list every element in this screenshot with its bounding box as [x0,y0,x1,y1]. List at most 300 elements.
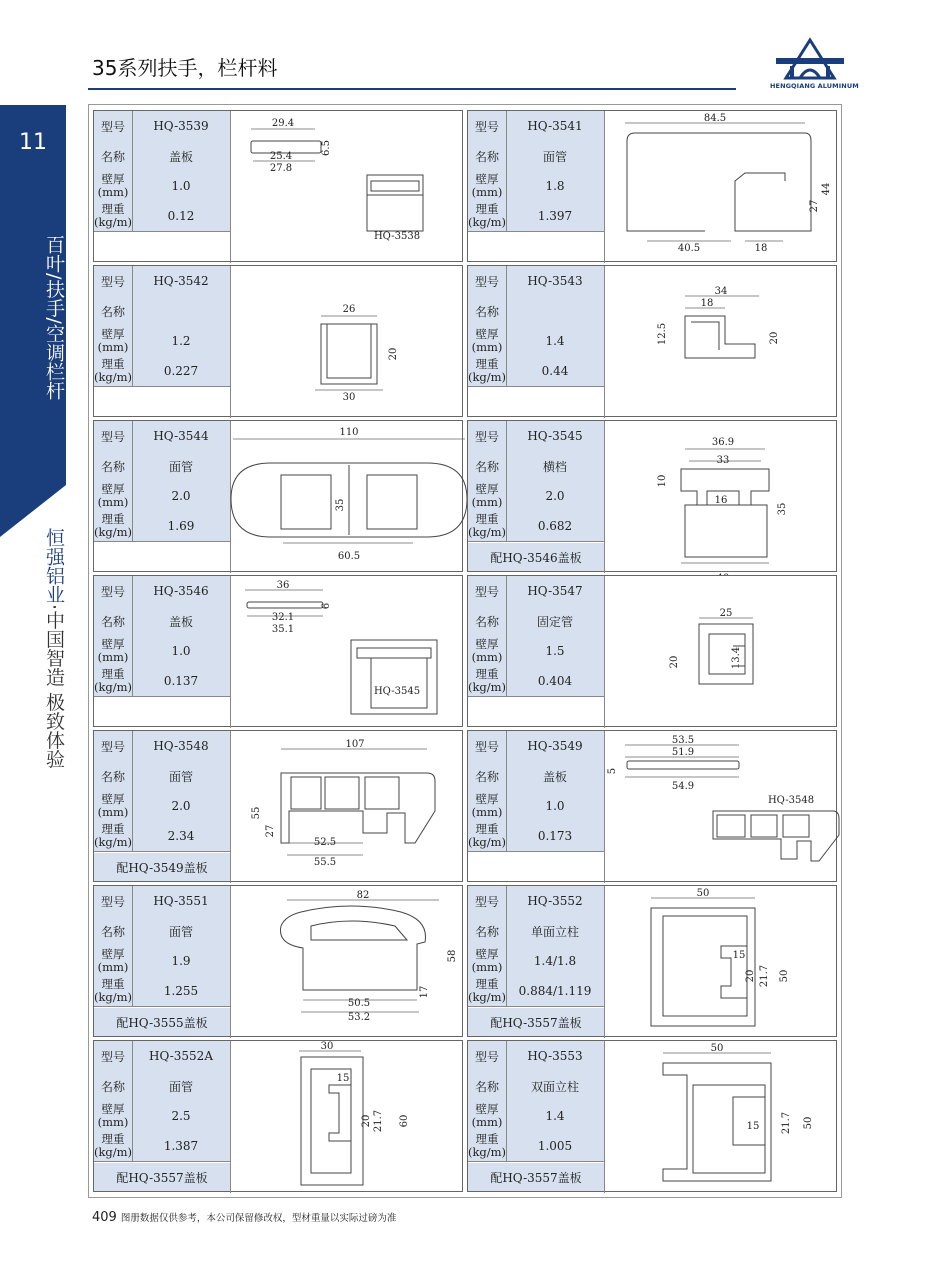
spec-label-text: (kg/m) [93,215,133,229]
spec-value: 1.4 [506,326,604,356]
spec-label [94,266,132,296]
row-divider [468,696,604,697]
spec-value: 1.005 [506,1131,604,1161]
dimension-label: 33 [716,455,730,466]
spec-label-text: (mm) [97,960,129,974]
spec-label-text: 理重 [475,512,499,526]
dimension-label: 84.5 [703,113,727,124]
spec-label-text: 壁厚 [101,792,125,806]
spec-label [94,576,132,606]
chapter-tab [0,105,66,537]
profile-outline [357,648,431,658]
dimension-label: 20 [745,969,756,983]
spec-label [468,266,506,296]
dimension-label: 30 [342,392,356,403]
spec-value: 1.2 [132,326,230,356]
spec-value: HQ-3553 [506,1041,604,1071]
spec-label [468,886,506,916]
spec-label [94,916,132,946]
spec-label [94,761,132,791]
profile-drawing [231,886,463,1036]
spec-label-text: 型号 [100,1049,125,1064]
profile-drawing [605,731,837,881]
profile-drawing [231,266,463,416]
spec-label-text: 型号 [474,119,499,134]
dimension-label: 20 [669,655,680,669]
product-panel [467,885,837,1037]
spec-label-text: (kg/m) [93,990,133,1004]
spec-value: 1.0 [132,171,230,201]
row-divider [94,1161,230,1162]
spec-value: 0.173 [506,821,604,851]
profile-drawing [605,421,837,571]
spec-label-text: (kg/m) [93,370,133,384]
dimension-label: 15 [746,1121,760,1132]
dimension-label: 36.9 [711,437,735,448]
spec-value: 2.0 [506,481,604,511]
spec-value: 面管 [132,916,230,946]
row-divider [94,851,230,852]
profile-outline [663,916,747,1016]
spec-value: HQ-3539 [132,111,230,141]
dimension-label: 25 [719,608,733,619]
dimension-label: 35 [335,498,346,512]
dimension-label: 53.2 [347,1012,371,1023]
spec-label-text: (mm) [471,960,503,974]
footer-note: 图册数据仅供参考，本公司保留修改权，型材重量以实际过磅为准 [120,1213,397,1224]
dimension-label: 15 [336,1073,350,1084]
profile-outline [301,1057,363,1185]
spec-value: 1.4/1.8 [506,946,604,976]
spec-value: 1.387 [132,1131,230,1161]
dimension-label: 50.5 [347,998,371,1009]
spec-label-text: 型号 [100,274,125,289]
dimension-label: 25.4 [269,151,293,162]
spec-value: 横档 [506,451,604,481]
spec-label-text: 壁厚 [101,327,125,341]
dimension-label: 50 [696,888,710,899]
spec-label [468,576,506,606]
column-divider [506,421,507,541]
dimension-label: 53.5 [671,735,695,746]
spec-value: 1.9 [132,946,230,976]
spec-label-text: 型号 [474,429,499,444]
spec-label-text: (kg/m) [467,370,507,384]
spec-label-text: (mm) [97,340,129,354]
spec-label-text: 理重 [475,822,499,836]
spec-label-text: (kg/m) [467,680,507,694]
company-logo [770,38,859,94]
spec-label [94,1101,132,1131]
product-panel [467,265,837,417]
column-divider [506,886,507,1006]
column-divider [132,1041,133,1161]
product-panel [93,265,463,417]
dimension-label: 20 [769,331,780,345]
spec-label-text: 壁厚 [475,482,499,496]
row-divider [468,851,604,852]
spec-value: 单面立柱 [506,916,604,946]
mating-part-note: 配HQ-3555盖板 [94,1008,230,1036]
spec-label-text: 理重 [101,512,125,526]
dimension-label: 18 [700,298,714,309]
spec-label [468,326,506,356]
spec-value: HQ-3548 [132,731,230,761]
spec-value: HQ-3545 [506,421,604,451]
dimension-label: 35 [777,502,788,516]
spec-label [94,111,132,141]
profile-outline [371,658,427,708]
profile-drawing [605,111,837,261]
spec-label-text: 名称 [100,304,125,319]
dimension-label: 55 [251,806,262,820]
spec-label [468,171,506,201]
spec-label-text: (kg/m) [467,215,507,229]
dimension-label: 54.9 [671,781,695,792]
product-panel [467,110,837,262]
dimension-label: 17 [419,985,430,999]
spec-value: 2.34 [132,821,230,851]
spec-value: 0.137 [132,666,230,696]
spec-value: 双面立柱 [506,1071,604,1101]
dimension-label: 60 [399,1114,410,1128]
profile-outline [713,811,839,861]
profile-outline [751,815,777,837]
spec-label-text: 名称 [100,614,125,629]
spec-value: 盖板 [506,761,604,791]
row-divider [94,696,230,697]
profile-outline [627,761,739,769]
profile-outline [365,777,399,809]
profile-outline [783,815,809,837]
spec-label-text: 理重 [475,1132,499,1146]
row-divider [94,386,230,387]
spec-label [94,171,132,201]
spec-value: 盖板 [132,141,230,171]
spec-label [468,296,506,326]
spec-label-text: 壁厚 [475,172,499,186]
column-divider [506,731,507,851]
spec-label-text: (mm) [97,495,129,509]
dimension-label: 16 [714,495,728,506]
spec-label-text: (mm) [471,650,503,664]
page-number: 409 [92,1210,117,1225]
dimension-label: 35.1 [271,624,295,635]
spec-value [506,296,604,326]
column-divider [506,111,507,231]
dimension-label: 27 [809,199,820,213]
spec-value: 1.69 [132,511,230,541]
row-divider [94,541,230,542]
dimension-label: 5 [607,767,618,775]
row-divider [468,231,604,232]
spec-label [468,421,506,451]
profile-outline [311,921,407,940]
dimension-label: 20 [388,347,399,361]
spec-value: 0.12 [132,201,230,231]
spec-label-text: 理重 [101,822,125,836]
spec-value: HQ-3547 [506,576,604,606]
spec-label [468,946,506,976]
mating-part-note: 配HQ-3557盖板 [468,1008,604,1036]
spec-label [468,821,506,851]
spec-label-text: 型号 [100,119,125,134]
spec-label [94,356,132,386]
spec-label-text: 名称 [100,769,125,784]
spec-label-text: 名称 [100,1079,125,1094]
spec-value: 面管 [132,761,230,791]
profile-outline [281,475,331,529]
spec-label-text: 型号 [100,894,125,909]
spec-label-text: 型号 [100,429,125,444]
page-footer [92,1210,396,1225]
spec-value: 1.397 [506,201,604,231]
spec-label-text: 型号 [474,739,499,754]
dimension-label: 29.4 [271,118,295,129]
spec-label [468,761,506,791]
spec-label-text: 名称 [100,149,125,164]
spec-label-text: 名称 [474,769,499,784]
product-panel [93,1040,463,1192]
dimension-label: 58 [447,949,458,963]
product-panel [467,575,837,727]
spec-value: HQ-3542 [132,266,230,296]
row-divider [94,1006,230,1007]
spec-label-text: 名称 [474,614,499,629]
profile-outline [367,175,423,231]
spec-label-text: 理重 [475,977,499,991]
spec-value [132,296,230,326]
spec-label-text: 理重 [101,357,125,371]
product-panel [93,420,463,572]
spec-label-text: 理重 [101,977,125,991]
spec-label-text: (mm) [97,650,129,664]
dimension-label: 18 [754,243,768,254]
spec-label [94,976,132,1006]
spec-label [468,451,506,481]
dimension-label: 34 [714,286,728,297]
spec-label [468,1131,506,1161]
spec-label-text: 名称 [474,304,499,319]
spec-value: 0.227 [132,356,230,386]
spec-label-text: 理重 [475,202,499,216]
profile-outline [685,505,767,557]
spec-value: 0.44 [506,356,604,386]
spec-label-text: 型号 [474,1049,499,1064]
spec-label-text: 理重 [475,357,499,371]
spec-label-text: (mm) [471,340,503,354]
brand-slogan [0,528,66,828]
spec-label [468,481,506,511]
profile-outline [321,324,377,384]
spec-value: 1.5 [506,636,604,666]
spec-label-text: 型号 [100,739,125,754]
mating-part-note: 配HQ-3557盖板 [94,1163,230,1191]
dimension-label: 6 [321,602,332,610]
spec-label-text: 壁厚 [101,172,125,186]
spec-label [94,201,132,231]
brand-tagline: 中国智造 极致体验 [43,610,65,769]
spec-value: 2.5 [132,1101,230,1131]
profile-outline [371,181,419,191]
spec-label-text: (kg/m) [93,1145,133,1159]
dimension-label: 44 [821,182,832,196]
spec-value: HQ-3543 [506,266,604,296]
product-panel [93,110,463,262]
spec-label [94,821,132,851]
spec-value: HQ-3552A [132,1041,230,1071]
profile-outline [281,773,435,843]
spec-value: 面管 [506,141,604,171]
column-divider [132,421,133,541]
spec-label-text: (mm) [97,805,129,819]
spec-label [94,451,132,481]
profile-outline [325,777,359,809]
spec-label [94,946,132,976]
spec-value: HQ-3551 [132,886,230,916]
spec-label-text: 名称 [474,149,499,164]
dimension-label: 50 [803,1116,814,1130]
dimension-label: 13.4 [731,646,742,670]
column-divider [132,576,133,696]
spec-label-text: 壁厚 [475,947,499,961]
dimension-label: 21.7 [759,964,770,988]
spec-label-text: 壁厚 [475,327,499,341]
profile-drawing [231,111,463,261]
profile-outline [329,1085,351,1141]
dimension-label: 27.8 [269,163,293,174]
spec-value: 0.884/1.119 [506,976,604,1006]
profile-outline [327,324,371,378]
spec-label [468,636,506,666]
dimension-label: 51.9 [671,747,695,758]
dimension-label: 10 [657,474,668,488]
spec-label-text: 壁厚 [101,482,125,496]
dimension-label: 15 [732,950,746,961]
product-panel [93,730,463,882]
profile-drawing [605,576,837,726]
spec-value: 0.404 [506,666,604,696]
dimension-label: 110 [339,427,359,438]
dimension-label: 50 [710,1043,724,1054]
profile-outline [651,908,755,1026]
profile-drawing [605,886,837,1036]
dimension-label: 60.5 [337,551,361,562]
profile-outline [351,640,437,714]
spec-label [468,356,506,386]
spec-label-text: 壁厚 [475,1102,499,1116]
spec-value: 面管 [132,451,230,481]
spec-label-text: 理重 [101,1132,125,1146]
profile-outline [247,602,323,608]
dimension-label: 27 [265,824,276,838]
row-divider [468,1006,604,1007]
spec-label [94,606,132,636]
profile-outline [635,133,811,231]
dimension-label: 107 [345,739,365,750]
row-divider [468,386,604,387]
spec-label [94,886,132,916]
spec-label [94,666,132,696]
column-divider [506,1041,507,1161]
spec-label-text: (mm) [471,495,503,509]
spec-label-text: 型号 [474,894,499,909]
spec-value: 2.0 [132,791,230,821]
spec-label [468,606,506,636]
spec-value: 0.682 [506,511,604,541]
logo-icon [770,38,850,82]
spec-value: 1.0 [506,791,604,821]
chapter-title: 百叶/扶手/空调栏杆 [43,234,65,400]
column-divider [506,576,507,696]
spec-value: HQ-3544 [132,421,230,451]
column-divider [132,731,133,851]
spec-value: HQ-3552 [506,886,604,916]
profile-outline [691,322,719,350]
spec-label [94,1071,132,1101]
dimension-label: 82 [356,890,370,901]
profile-drawing [231,1041,463,1191]
dimension-label: 30 [320,1041,334,1052]
dimension-label: 50 [779,969,790,983]
product-panel [93,575,463,727]
dimension-label: 21.7 [373,1109,384,1133]
spec-label-text: 理重 [101,667,125,681]
spec-value: 固定管 [506,606,604,636]
profile-drawing [605,1041,837,1191]
spec-label-text: 壁厚 [101,1102,125,1116]
spec-value: 1.255 [132,976,230,1006]
spec-label-text: (mm) [97,1115,129,1129]
chapter-number: 11 [19,130,47,155]
dimension-label: 26 [342,304,356,315]
product-panel [467,420,837,572]
product-panel [467,730,837,882]
spec-label [468,1041,506,1071]
spec-label [94,791,132,821]
column-divider [506,266,507,386]
spec-label-text: (mm) [471,805,503,819]
spec-label-text: 名称 [100,924,125,939]
profile-drawing [605,266,837,416]
dimension-label: 12.5 [657,322,668,346]
profile-outline [367,475,417,529]
dimension-label: 36 [276,580,290,591]
spec-value: 1.0 [132,636,230,666]
spec-label [94,636,132,666]
spec-label [94,296,132,326]
dimension-label: 32.1 [271,612,295,623]
dimension-label: HQ-3545 [373,686,421,697]
spec-label [468,111,506,141]
profile-outline [717,815,745,837]
dimension-label: 20 [361,1114,372,1128]
column-divider [132,111,133,231]
spec-label [468,976,506,1006]
spec-label [94,1131,132,1161]
profile-outline [280,906,425,990]
spec-label [468,731,506,761]
spec-label-text: 型号 [100,584,125,599]
dimension-label: HQ-3538 [373,231,421,242]
spec-label-text: (mm) [471,185,503,199]
spec-label-text: (kg/m) [93,835,133,849]
spec-label [94,421,132,451]
dimension-label: 40.5 [677,243,701,254]
title-rule [88,88,736,90]
spec-label-text: 壁厚 [101,947,125,961]
spec-value: 1.8 [506,171,604,201]
